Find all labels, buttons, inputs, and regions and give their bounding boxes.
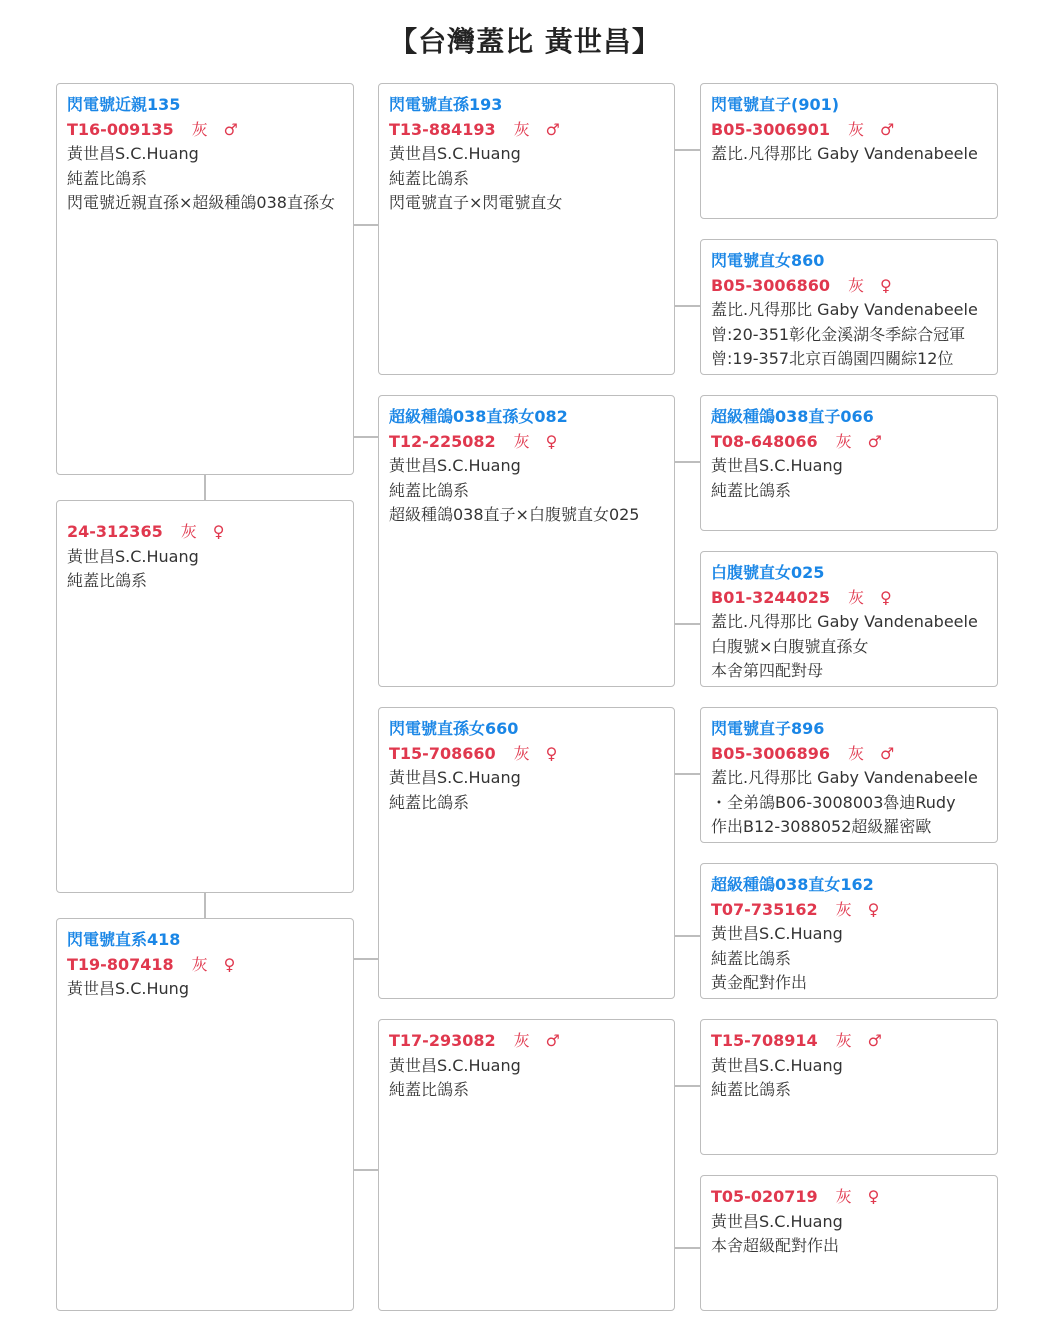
connector — [675, 773, 700, 775]
ring-number: T19-807418 — [67, 954, 174, 974]
info-line: 黃世昌S.C.Huang — [67, 546, 199, 566]
pigeon-card-great-2 — [700, 239, 998, 375]
info-line: 超級種鴿038直子×白腹號直女025 — [389, 505, 640, 525]
connector — [354, 1169, 378, 1171]
feather-color: 灰 — [835, 431, 852, 451]
ring-number-row — [711, 430, 987, 455]
pigeon-name: 閃電號直孫193 — [389, 95, 503, 114]
feather-color: 灰 — [848, 119, 865, 139]
feather-color: 灰 — [180, 522, 197, 541]
pigeon-card-great-5 — [700, 707, 998, 843]
feather-color: 灰 — [835, 1187, 852, 1206]
ring-number: B05-3006901 — [711, 119, 831, 139]
pigeon-name: 超級種鴿038直女162 — [711, 875, 874, 894]
pigeon-card-dam-dam — [378, 1019, 675, 1311]
info-line: 純蓋比鴿系 — [389, 1080, 470, 1100]
info-line: 本舍超級配對作出 — [711, 1236, 840, 1256]
info-line: 作出B12-3088052超級羅密歐 — [711, 817, 932, 837]
info-line: 純蓋比鴿系 — [67, 571, 148, 591]
feather-color: 灰 — [513, 119, 530, 139]
male-icon: ♂ — [867, 431, 882, 451]
female-icon: ♀ — [880, 587, 892, 607]
female-icon: ♀ — [867, 899, 880, 919]
pigeon-card-subject — [56, 500, 354, 893]
info-line: 本舍第四配對母 — [711, 661, 824, 681]
info-line: 黃世昌S.C.Huang — [711, 924, 843, 944]
pigeon-name: 閃電號直子(901) — [711, 95, 840, 114]
pigeon-name: 閃電號直孫女660 — [389, 719, 519, 738]
connector — [354, 224, 378, 226]
info-line: 黃世昌S.C.Hung — [67, 979, 189, 999]
info-line: 純蓋比鴿系 — [67, 168, 148, 188]
feather-color: 灰 — [191, 954, 208, 974]
ring-number: 24-312365 — [67, 522, 163, 541]
feather-color: 灰 — [191, 119, 208, 139]
info-line: 蓋比.凡得那比 Gaby Vandenabeele — [711, 612, 978, 632]
ring-number-row — [711, 274, 987, 299]
male-icon: ♂ — [223, 119, 238, 139]
info-line: 蓋比.凡得那比 Gaby Vandenabeele — [711, 768, 978, 788]
ring-number-row — [711, 586, 987, 611]
female-icon: ♀ — [880, 275, 892, 295]
female-icon: ♀ — [212, 522, 225, 541]
pigeon-card-sire-dam — [378, 395, 675, 687]
ring-number: T13-884193 — [389, 119, 496, 139]
ring-number-row — [711, 1185, 987, 1210]
info-line: 白腹號×白腹號直孫女 — [711, 636, 869, 656]
pigeon-card-great-7 — [700, 1019, 998, 1155]
ring-number-row — [67, 118, 343, 143]
info-line: 黃世昌S.C.Huang — [711, 1055, 843, 1075]
ring-number-row — [711, 1029, 987, 1054]
connector — [675, 935, 700, 937]
connector — [675, 1247, 700, 1249]
connector — [675, 305, 700, 307]
info-line: 黃世昌S.C.Huang — [711, 456, 843, 476]
pigeon-name: 超級種鴿038直孫女082 — [389, 407, 568, 426]
pigeon-name: 閃電號直子896 — [711, 719, 825, 738]
ring-number-row — [389, 742, 664, 767]
connector — [354, 436, 378, 438]
ring-number-row — [389, 118, 664, 143]
male-icon: ♂ — [545, 1031, 560, 1050]
pigeon-card-great-1 — [700, 83, 998, 219]
info-line: 閃電號近親直孫×超級種鴿038直孫女 — [67, 193, 335, 213]
connector — [675, 149, 700, 151]
ring-number-row — [389, 430, 664, 455]
ring-number: B01-3244025 — [711, 587, 831, 607]
pigeon-name: 超級種鴿038直子066 — [711, 407, 874, 426]
pigeon-card-dam — [56, 918, 354, 1311]
feather-color: 灰 — [513, 743, 530, 763]
info-line: 黃世昌S.C.Huang — [389, 768, 521, 788]
connector — [675, 1085, 700, 1087]
info-line: 曾:20-351彰化金溪湖冬季綜合冠軍 — [711, 324, 966, 344]
connector — [204, 475, 206, 500]
ring-number: B05-3006896 — [711, 743, 831, 763]
feather-color: 灰 — [848, 743, 865, 763]
info-line: 曾:19-357北京百鴿園四關綜12位 — [711, 349, 954, 369]
pigeon-card-sire — [56, 83, 354, 475]
info-line: 黃金配對作出 — [711, 973, 808, 993]
ring-number: T15-708660 — [389, 743, 496, 763]
info-line: 黃世昌S.C.Huang — [711, 1211, 843, 1231]
info-line: 蓋比.凡得那比 Gaby Vandenabeele — [711, 300, 978, 320]
ring-number: T17-293082 — [389, 1031, 496, 1050]
feather-color: 灰 — [848, 275, 865, 295]
pigeon-name: 閃電號近親135 — [67, 95, 181, 114]
ring-number: T05-020719 — [711, 1187, 818, 1206]
info-line: 純蓋比鴿系 — [711, 480, 792, 500]
info-line: 閃電號直子×閃電號直女 — [389, 193, 563, 213]
info-line: 黃世昌S.C.Huang — [389, 144, 521, 164]
ring-number-row — [711, 118, 987, 143]
pigeon-card-great-4 — [700, 551, 998, 687]
connector — [675, 461, 700, 463]
pigeon-card-great-6 — [700, 863, 998, 999]
ring-number-row — [711, 898, 987, 923]
ring-number-row — [67, 953, 343, 978]
info-line: 純蓋比鴿系 — [711, 948, 792, 968]
connector — [204, 893, 206, 918]
male-icon: ♂ — [867, 1031, 882, 1050]
ring-number-row — [711, 742, 987, 767]
feather-color: 灰 — [835, 899, 852, 919]
pigeon-card-dam-sire — [378, 707, 675, 999]
info-line: 純蓋比鴿系 — [389, 168, 470, 188]
feather-color: 灰 — [835, 1031, 852, 1050]
ring-number-row — [67, 520, 343, 545]
pigeon-card-sire-sire — [378, 83, 675, 375]
male-icon: ♂ — [880, 119, 895, 139]
female-icon: ♀ — [545, 743, 558, 763]
ring-number: B05-3006860 — [711, 275, 831, 295]
feather-color: 灰 — [848, 587, 865, 607]
ring-number: T16-009135 — [67, 119, 174, 139]
info-line: 黃世昌S.C.Huang — [389, 1055, 521, 1075]
pigeon-card-great-8 — [700, 1175, 998, 1311]
pigeon-name: 白腹號直女025 — [711, 563, 825, 582]
female-icon: ♀ — [545, 431, 558, 451]
info-line: 純蓋比鴿系 — [389, 792, 470, 812]
male-icon: ♂ — [880, 743, 895, 763]
info-line: 純蓋比鴿系 — [711, 1080, 792, 1100]
connector — [354, 958, 378, 960]
info-line: 純蓋比鴿系 — [389, 480, 470, 500]
info-line: 蓋比.凡得那比 Gaby Vandenabeele — [711, 144, 978, 164]
connector — [675, 623, 700, 625]
pigeon-name: 閃電號直女860 — [711, 251, 825, 270]
female-icon: ♀ — [867, 1187, 880, 1206]
feather-color: 灰 — [513, 431, 530, 451]
page-title: 【台灣蓋比 黃世昌】 — [389, 25, 661, 58]
pigeon-card-great-3 — [700, 395, 998, 531]
info-line: 黃世昌S.C.Huang — [67, 144, 199, 164]
ring-number-row — [389, 1029, 664, 1054]
feather-color: 灰 — [513, 1031, 530, 1050]
info-line: 黃世昌S.C.Huang — [389, 456, 521, 476]
ring-number: T15-708914 — [711, 1031, 818, 1050]
ring-number: T07-735162 — [711, 899, 818, 919]
pigeon-name: 閃電號直系418 — [67, 930, 181, 949]
ring-number: T12-225082 — [389, 431, 496, 451]
info-line: ・全弟鴿B06-3008003魯迪Rudy — [711, 792, 956, 812]
female-icon: ♀ — [223, 954, 236, 974]
ring-number: T08-648066 — [711, 431, 818, 451]
male-icon: ♂ — [545, 119, 560, 139]
